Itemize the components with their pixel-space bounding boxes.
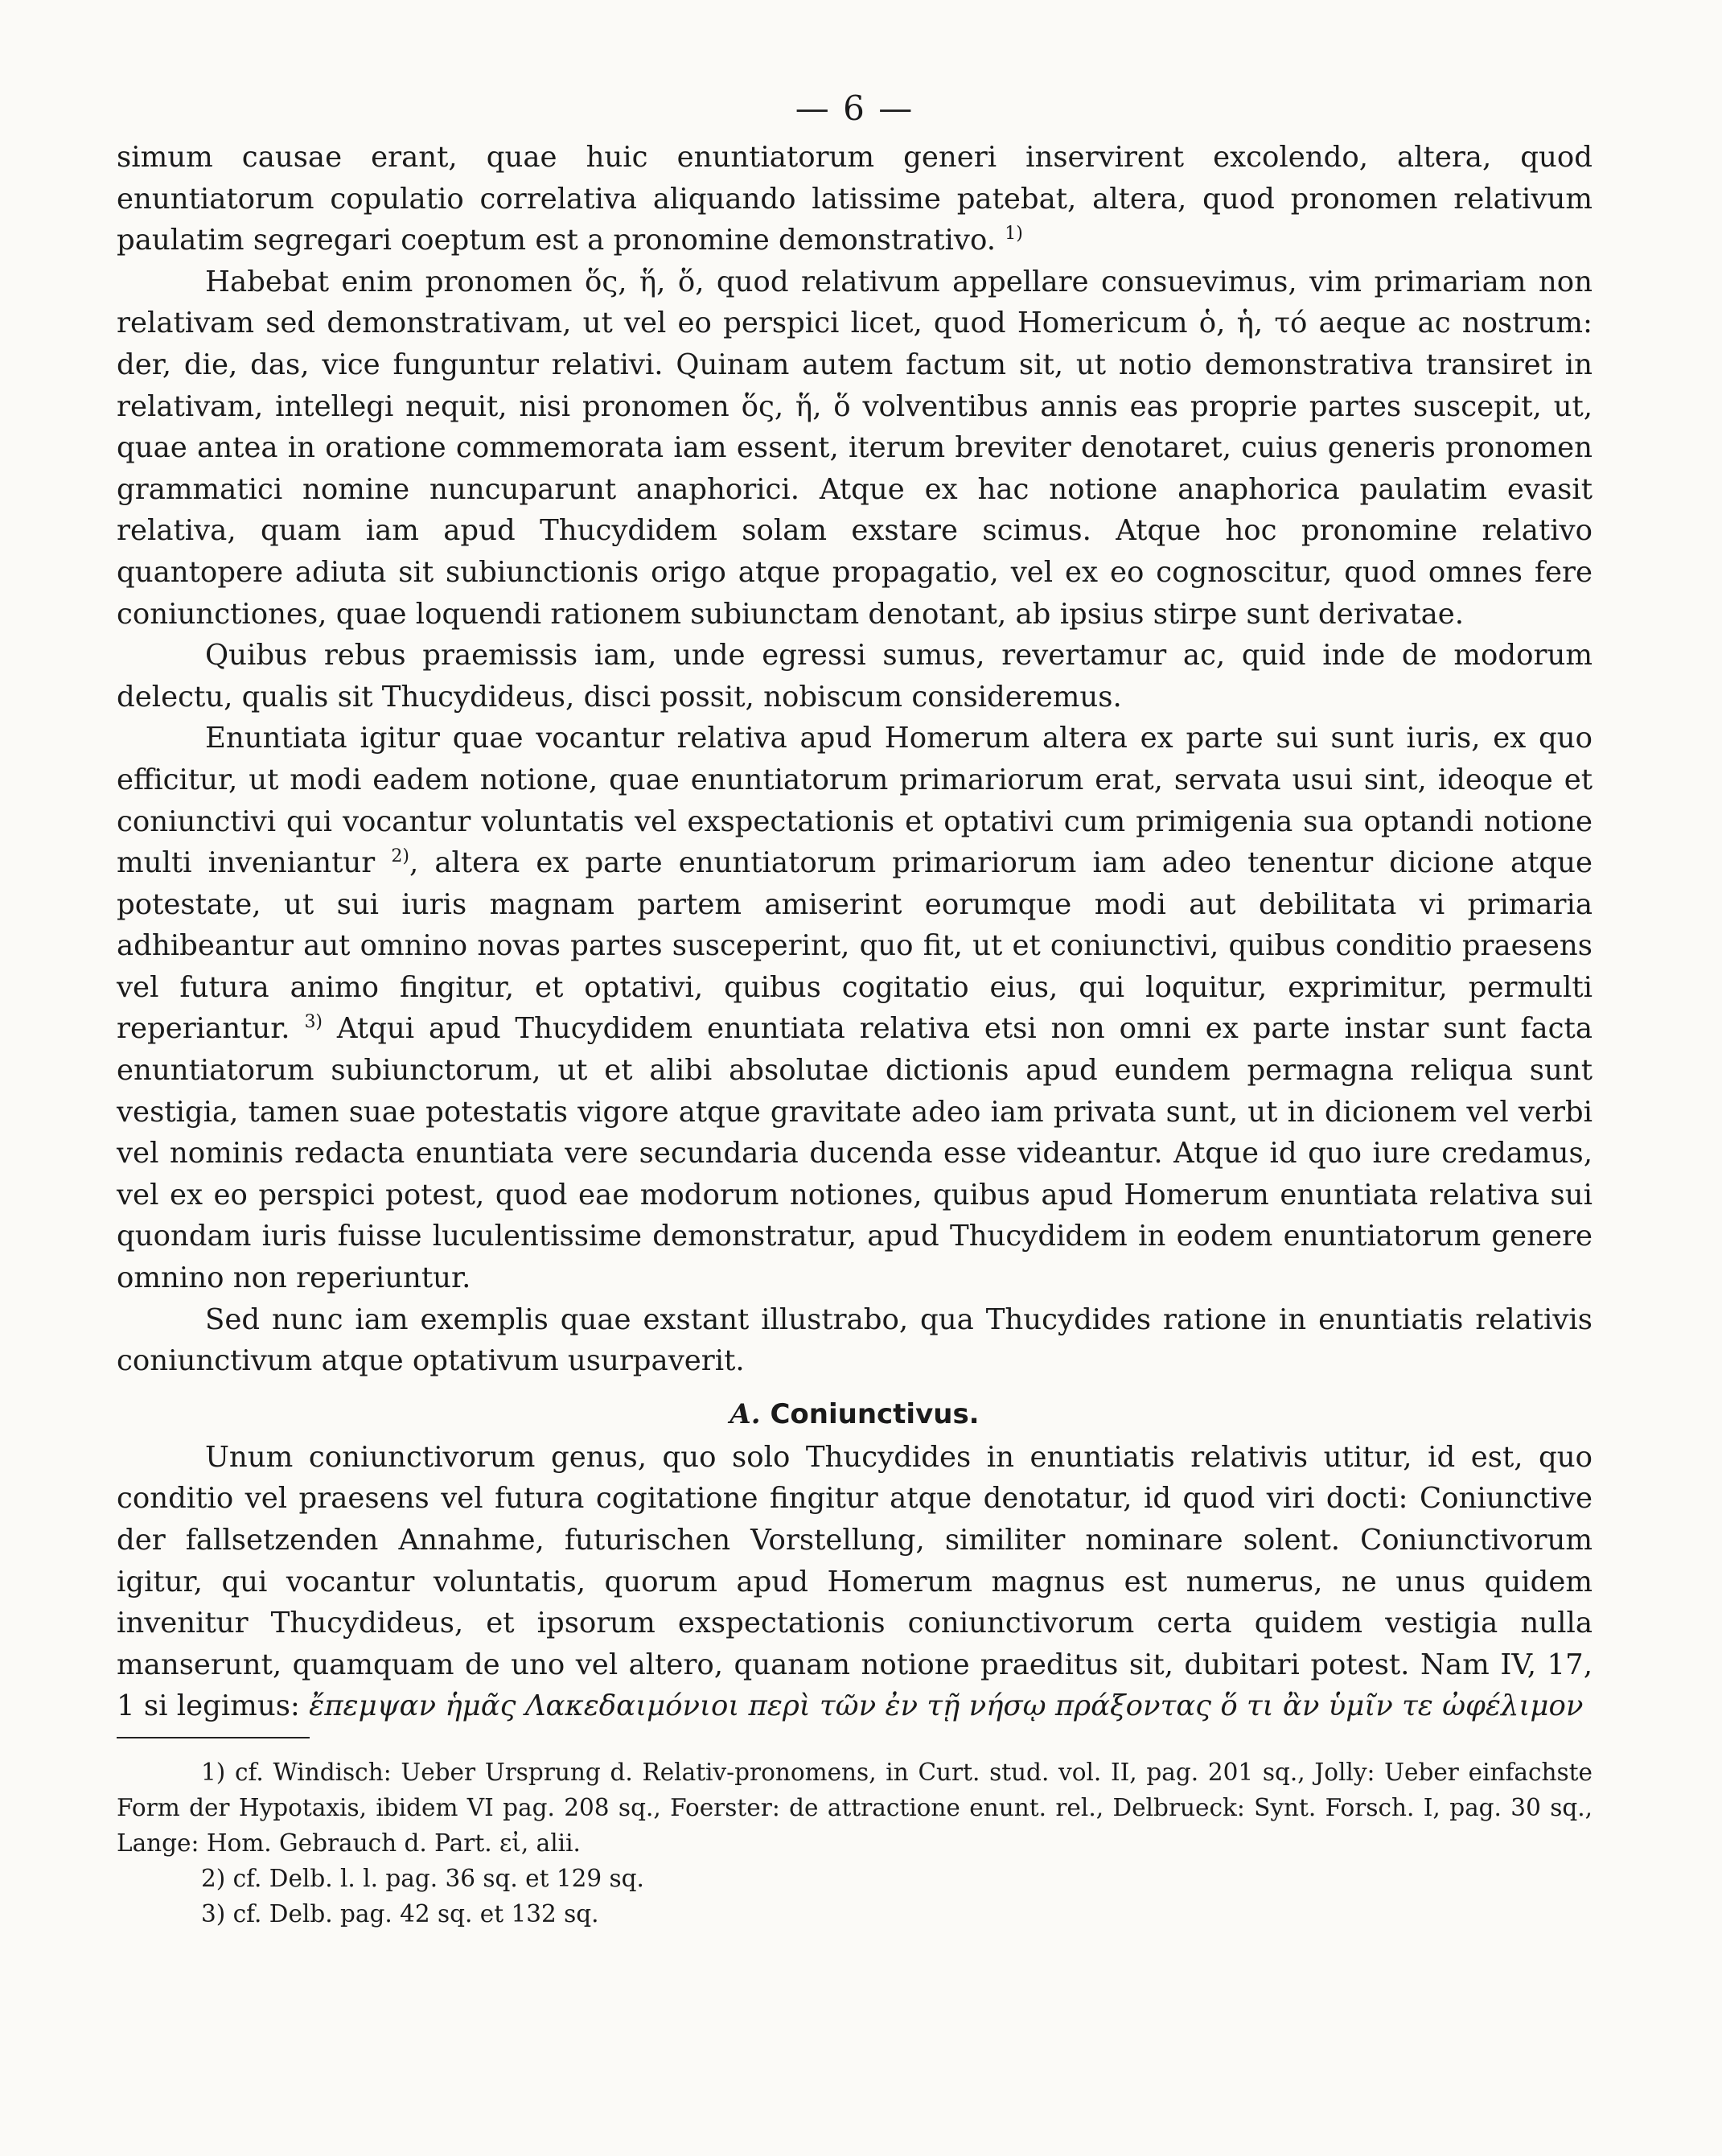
footnote-ref-3: 3) <box>304 1012 323 1033</box>
section-title: Coniunctivus. <box>770 1397 980 1430</box>
paragraph-3: Quibus rebus praemissis iam, unde egressi sumus, revertamur ac, quid inde de modorum delectu, qualis sit Thucydideus, disci possit, nobiscum consideremus. <box>117 639 1593 714</box>
paragraph-1-text: simum causae erant, quae huic enuntiatorum generi inservirent excolendo, altera, quod enuntiatorum copulatio correlativa aliquando latissime patebat, altera, quod pronomen relativum paulatim segregari coeptum est a pronomine demonstrativo. <box>117 141 1593 257</box>
footnote-ref-1: 1) <box>1005 224 1023 245</box>
footnotes <box>117 1755 1593 1932</box>
footnote-ref-2: 2) <box>391 846 409 867</box>
footnote-2: 2) cf. Delb. l. l. pag. 36 sq. et 129 sq. <box>201 1864 644 1892</box>
document-page <box>117 80 1593 1932</box>
page-number: — 6 — <box>795 88 914 128</box>
paragraph-2: Habebat enim pronomen ὅς, ἥ, ὅ, quod relativum appellare consuevimus, vim primariam non relativam sed demonstrativam, ut vel eo perspici licet, quod Homericum ὁ, ἡ, τό aeque ac nostrum: der, die, das, vice funguntur relativi. Quinam autem factum sit, ut notio demonstrativa transiret in relativam, intellegi nequit, nisi pronomen ὅς, ἥ, ὅ volventibus annis eas proprie partes suscepit, ut, quae antea in oratione commemorata iam essent, iterum breviter denotaret, cuius generis pronomen grammatici nomine nuncuparunt anaphorici. Atque ex hac notione anaphorica paulatim evasit relativa, quam iam apud Thucydidem solam exstare scimus. Atque hoc pronomine relativo quantopere adiuta sit subiunctionis origo atque propagatio, vel ex eo cognoscitur, quod omnes fere coniunctiones, quae loquendi rationem subiunctam denotant, ab ipsius stirpe sunt derivatae. <box>117 265 1593 631</box>
section-letter: A. <box>729 1397 761 1430</box>
paragraph-6-text: Unum coniunctivorum genus, quo solo Thucydides in enuntiatis relativis utitur, id est, quo conditio vel praesens vel futura cogitatione fingitur atque denotatur, id quod viri docti: Coniunctive der fallsetzenden Annahme, futurischen Vorstellung, similiter nominare solent. Coniunctivorum igitur, qui vocantur voluntatis, quorum apud Homerum magnus est numerus, ne unus quidem invenitur Thucydideus, et ipsorum exspectationis coniunctivorum certa quidem vestigia nulla manserunt, quamquam de uno vel altero, quanam notione praeditus sit, dubitari potest. Nam IV, 17, 1 si legimus: <box>117 1440 1593 1723</box>
paragraph-4-text-a: Enuntiata igitur quae vocantur relativa apud Homerum altera ex parte sui sunt iuris, ex quo efficitur, ut modi eadem notione, quae enuntiatorum primariorum erat, servata usui sint, ideoque et coniunctivi qui vocantur voluntatis vel exspectationis et optativi cum primigenia sua optandi notione multi inveniantur <box>117 722 1593 880</box>
footnote-3: 3) cf. Delb. pag. 42 sq. et 132 sq. <box>201 1899 599 1928</box>
paragraph-4 <box>117 718 1593 1298</box>
footnote-1: 1) cf. Windisch: Ueber Ursprung d. Relativ-pronomens, in Curt. stud. vol. II, pag. 201 sq., Jolly: Ueber einfachste Form der Hypotaxis, ibidem VI pag. 208 sq., Foerster: de attractione enunt. rel., Delbrueck: Synt. Forsch. I, pag. 30 sq., Lange: Hom. Gebrauch d. Part. εἰ, alii. <box>117 1758 1593 1857</box>
paragraph-4-text-b: , altera ex parte enuntiatorum primariorum iam adeo tenentur dicione atque potestate, ut sui iuris magnam partem amiserint eorumque modi aut debilitata vi primaria adhibeantur aut omnino novas partes susceperint, quo fit, ut et coniunctivi, quibus conditio praesens vel futura animo fingitur, et optativi, quibus cogitatio eius, qui loquitur, exprimitur, permulti reperiantur. <box>117 846 1593 1046</box>
paragraph-5: Sed nunc iam exemplis quae exstant illustrabo, qua Thucydides ratione in enuntiatis relativis coniunctivum atque optativum usurpaverit. <box>117 1302 1593 1378</box>
footnote-divider <box>117 1737 310 1738</box>
greek-quotation: ἔπεμψαν ἡμᾶς Λακεδαιμόνιοι περὶ τῶν ἐν τῇ νήσῳ πράξοντας ὅ τι ἂν ὑμῖν τε ὠφέλιμον <box>309 1689 1584 1723</box>
section-heading <box>117 1392 1593 1437</box>
paragraph-4-text-c: Atqui apud Thucydidem enuntiata relativa etsi non omni ex parte instar sunt facta enuntiatorum subiunctorum, ut et alibi absolutae dictionis apud eundem permagna reliqua sunt vestigia, tamen suae potestatis vigore atque gravitate adeo iam privata sunt, ut in dicionem vel verbi vel nominis redacta enuntiata vere secundaria ducenda esse videantur. Atque id quo iure credamus, vel ex eo perspici potest, quod eae modorum notiones, quibus apud Homerum enuntiata relativa sui quondam iuris fuisse luculentissime demonstratur, apud Thucydidem in eodem enuntiatorum genere omnino non reperiuntur. <box>117 1012 1593 1295</box>
paragraph-1 <box>117 137 1593 261</box>
paragraph-6 <box>117 1437 1593 1727</box>
